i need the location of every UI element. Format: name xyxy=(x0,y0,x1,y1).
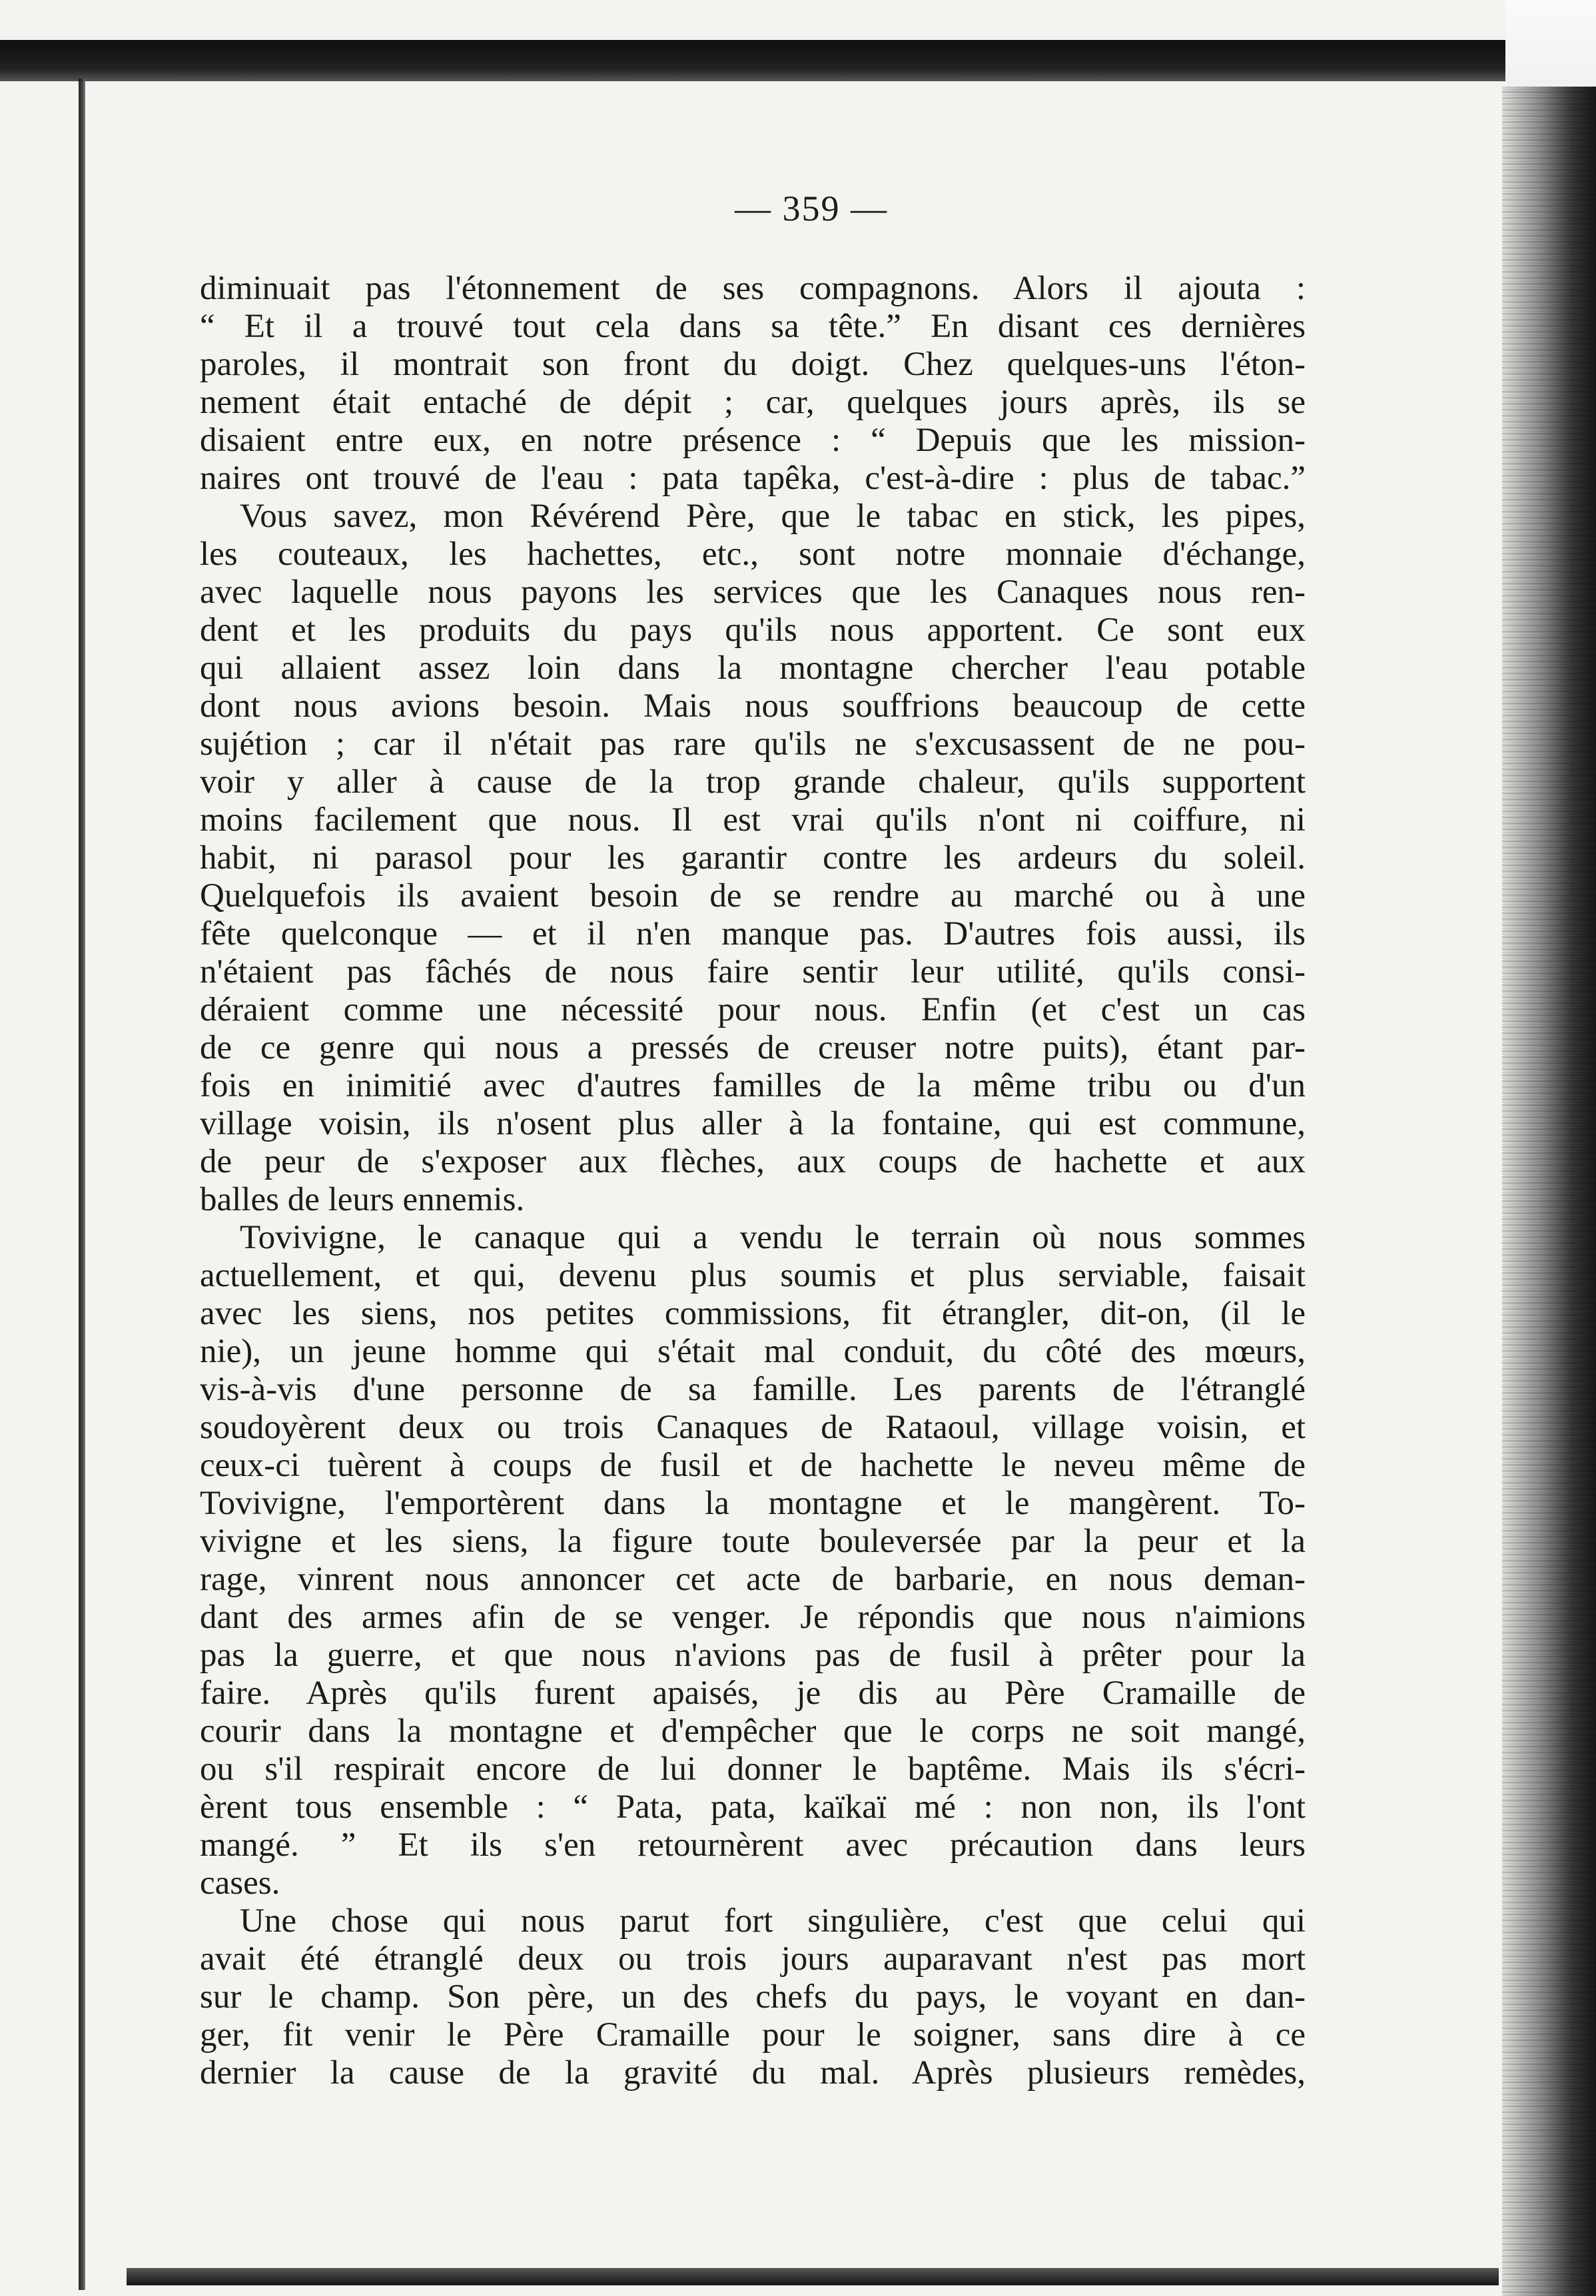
text-line: “ Et il a trouvé tout cela dans sa tête.” En disant ces dernières xyxy=(200,308,1306,345)
text-line: ceux-ci tuèrent à coups de fusil et de hachette le neveu même de xyxy=(200,1447,1306,1484)
text-line: paroles, il montrait son front du doigt. Chez quelques-uns l'éton- xyxy=(200,346,1306,383)
text-line: dont nous avions besoin. Mais nous souffrions beaucoup de cette xyxy=(200,687,1306,725)
text-line: les couteaux, les hachettes, etc., sont notre monnaie d'échange, xyxy=(200,536,1306,573)
text-line: Quelquefois ils avaient besoin de se rendre au marché ou à une xyxy=(200,877,1306,915)
text-line: dernier la cause de la gravité du mal. Après plusieurs remèdes, xyxy=(200,2054,1306,2092)
scan-top-edge xyxy=(0,40,1505,81)
text-line: pas la guerre, et que nous n'avions pas de fusil à prêter pour la xyxy=(200,1637,1306,1674)
text-line: disaient entre eux, en notre présence : “ Depuis que les mission- xyxy=(200,422,1306,459)
text-line: faire. Après qu'ils furent apaisés, je dis au Père Cramaille de xyxy=(200,1675,1306,1712)
scan-bottom-edge xyxy=(127,2268,1499,2285)
text-line: Une chose qui nous parut fort singulière, c'est que celui qui xyxy=(240,1902,1306,1940)
text-line: vis-à-vis d'une personne de sa famille. Les parents de l'étranglé xyxy=(200,1371,1306,1408)
text-line: de peur de s'exposer aux flèches, aux coups de hachette et aux xyxy=(200,1143,1306,1180)
text-line: village voisin, ils n'osent plus aller à la fontaine, qui est commune, xyxy=(200,1105,1306,1142)
text-line: qui allaient assez loin dans la montagne chercher l'eau potable xyxy=(200,649,1306,687)
text-line: balles de leurs ennemis. xyxy=(200,1181,525,1218)
text-line: èrent tous ensemble : “ Pata, pata, kaïkaï mé : non non, ils l'ont xyxy=(200,1788,1306,1826)
text-line: Vous savez, mon Révérend Père, que le tabac en stick, les pipes, xyxy=(240,498,1306,535)
text-line: Tovivigne, le canaque qui a vendu le terrain où nous sommes xyxy=(240,1219,1306,1256)
scan-top-corner xyxy=(1505,0,1596,93)
text-line: voir y aller à cause de la trop grande chaleur, qu'ils supportent xyxy=(200,763,1306,801)
text-line: dant des armes afin de se venger. Je répondis que nous n'aimions xyxy=(200,1599,1306,1636)
text-line: moins facilement que nous. Il est vrai qu'ils n'ont ni coiffure, ni xyxy=(200,801,1306,839)
text-line: naires ont trouvé de l'eau : pata tapêka, c'est-à-dire : plus de tabac.” xyxy=(200,460,1306,497)
text-line: sur le champ. Son père, un des chefs du pays, le voyant en dan- xyxy=(200,1978,1306,2016)
text-line: cases. xyxy=(200,1864,280,1902)
body-text xyxy=(200,270,1306,2092)
text-line: fois en inimitié avec d'autres familles de la même tribu ou d'un xyxy=(200,1067,1306,1104)
scan-right-shadow xyxy=(1502,87,1596,2296)
text-line: fête quelconque — et il n'en manque pas. D'autres fois aussi, ils xyxy=(200,915,1306,953)
text-line: dent et les produits du pays qu'ils nous apportent. Ce sont eux xyxy=(200,611,1306,649)
text-line: actuellement, et qui, devenu plus soumis et plus serviable, faisait xyxy=(200,1257,1306,1294)
text-line: ger, fit venir le Père Cramaille pour le soigner, sans dire à ce xyxy=(200,2016,1306,2054)
text-line: avec les siens, nos petites commissions, fit étrangler, dit-on, (il le xyxy=(200,1295,1306,1332)
text-line: déraient comme une nécessité pour nous. Enfin (et c'est un cas xyxy=(200,991,1306,1028)
text-line: mangé. ” Et ils s'en retournèrent avec précaution dans leurs xyxy=(200,1826,1306,1864)
text-line: diminuait pas l'étonnement de ses compagnons. Alors il ajouta : xyxy=(200,270,1306,307)
scan-left-edge xyxy=(79,79,85,2290)
text-line: ou s'il respirait encore de lui donner le baptême. Mais ils s'écri- xyxy=(200,1750,1306,1788)
text-line: avait été étranglé deux ou trois jours auparavant n'est pas mort xyxy=(200,1940,1306,1978)
page-number: — 359 — xyxy=(735,189,888,228)
text-line: sujétion ; car il n'était pas rare qu'ils ne s'excusassent de ne pou- xyxy=(200,725,1306,763)
page-header xyxy=(0,188,1596,229)
text-line: n'étaient pas fâchés de nous faire sentir leur utilité, qu'ils consi- xyxy=(200,953,1306,990)
text-line: soudoyèrent deux ou trois Canaques de Rataoul, village voisin, et xyxy=(200,1409,1306,1446)
text-line: nement était entaché de dépit ; car, quelques jours après, ils se xyxy=(200,384,1306,421)
text-line: courir dans la montagne et d'empêcher que le corps ne soit mangé, xyxy=(200,1713,1306,1750)
text-line: nie), un jeune homme qui s'était mal conduit, du côté des mœurs, xyxy=(200,1333,1306,1370)
text-line: de ce genre qui nous a pressés de creuser notre puits), étant par- xyxy=(200,1029,1306,1066)
text-line: rage, vinrent nous annoncer cet acte de barbarie, en nous deman- xyxy=(200,1561,1306,1598)
text-line: avec laquelle nous payons les services que les Canaques nous ren- xyxy=(200,574,1306,611)
text-line: Tovivigne, l'emportèrent dans la montagne et le mangèrent. To- xyxy=(200,1485,1306,1522)
text-line: habit, ni parasol pour les garantir contre les ardeurs du soleil. xyxy=(200,839,1306,877)
text-line: vivigne et les siens, la figure toute bouleversée par la peur et la xyxy=(200,1523,1306,1560)
